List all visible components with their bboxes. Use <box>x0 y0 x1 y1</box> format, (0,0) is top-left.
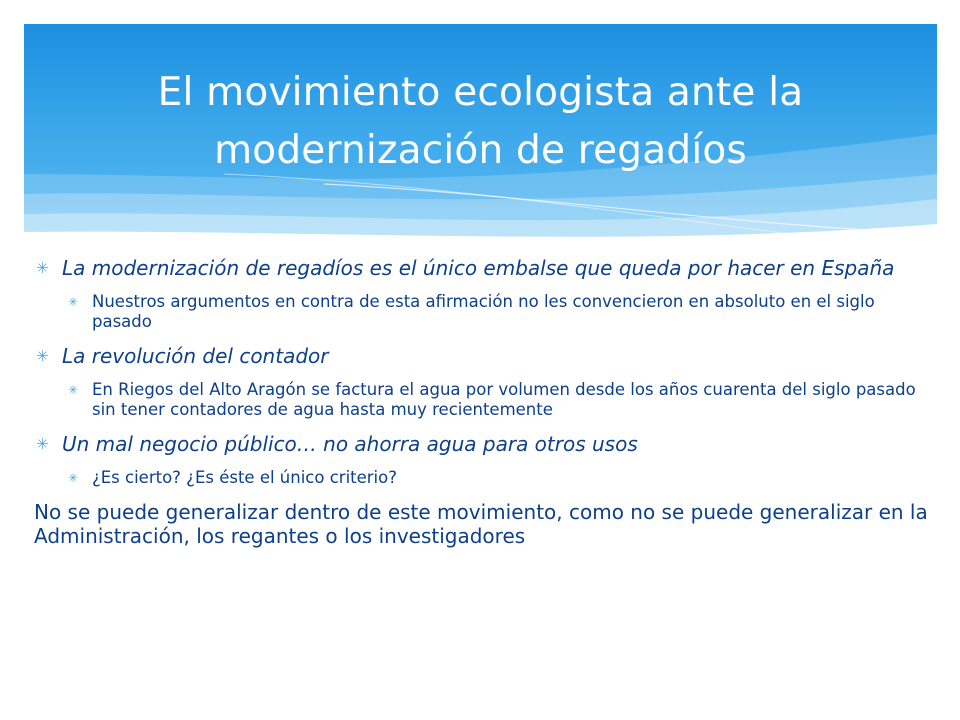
asterisk-bullet-icon: ✳ <box>68 383 79 397</box>
bullet-3-sub <box>34 468 934 488</box>
asterisk-bullet-icon: ✳ <box>36 259 49 277</box>
title-banner <box>24 24 937 246</box>
bullet-2-sub-text: En Riegos del Alto Aragón se factura el agua por volumen desde los años cuarenta del siglo pasado sin tener contadores de agua hasta muy recientemente <box>92 380 916 419</box>
asterisk-bullet-icon: ✳ <box>68 471 79 485</box>
bullet-3-text: Un mal negocio público… no ahorra agua para otros usos <box>62 432 638 456</box>
closing-paragraph: No se puede generalizar dentro de este movimiento, como no se puede generalizar en la Administración, los regantes o los investigadores <box>34 500 928 548</box>
bullet-3-sub-text: ¿Es cierto? ¿Es éste el único criterio? <box>92 468 397 487</box>
bullet-1-sub <box>34 292 934 332</box>
bullet-2-sub <box>34 380 934 420</box>
asterisk-bullet-icon: ✳ <box>36 347 49 365</box>
bullet-3 <box>34 432 934 456</box>
bullet-2 <box>34 344 934 368</box>
bullet-1-text: La modernización de regadíos es el único embalse que queda por hacer en España <box>62 256 895 280</box>
slide-body <box>34 256 934 548</box>
asterisk-bullet-icon: ✳ <box>68 295 79 309</box>
asterisk-bullet-icon: ✳ <box>36 435 49 453</box>
bullet-1-sub-text: Nuestros argumentos en contra de esta afirmación no les convencieron en absoluto en el siglo pasado <box>92 292 875 331</box>
bullet-2-text: La revolución del contador <box>62 344 329 368</box>
bullet-1 <box>34 256 934 280</box>
slide-title: El movimiento ecologista ante la modernización de regadíos <box>157 70 804 173</box>
